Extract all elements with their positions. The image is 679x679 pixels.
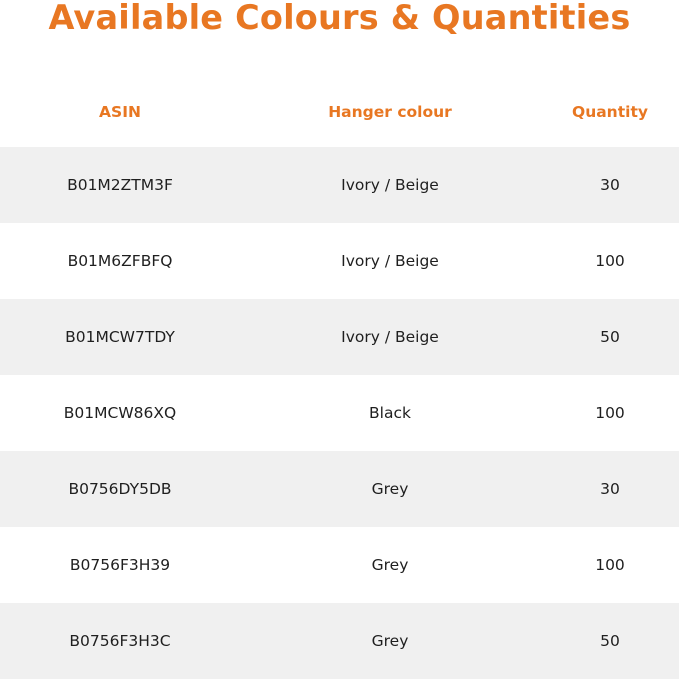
table-row [0,603,679,679]
hanger-colour-cell: Black [369,404,411,422]
column-header-asin: ASIN [99,103,141,121]
table-row [0,299,679,375]
quantity-cell: 100 [595,252,625,270]
hanger-colour-cell: Grey [371,556,409,574]
hanger-colour-cell: Grey [371,632,409,650]
hanger-colour-cell: Grey [371,480,409,498]
asin-cell: B0756DY5DB [68,480,172,498]
hanger-colour-cell: Ivory / Beige [341,252,439,270]
asin-cell: B0756F3H39 [69,556,171,574]
table-body [0,147,679,679]
table-row [0,223,679,299]
column-header-hanger-colour: Hanger colour [328,103,452,121]
asin-cell: B01M6ZFBFQ [67,252,173,270]
hanger-colour-cell: Ivory / Beige [341,328,439,346]
asin-cell: B01MCW86XQ [63,404,177,422]
table-row [0,147,679,223]
quantity-cell: 30 [600,176,620,194]
hanger-colour-cell: Ivory / Beige [341,176,439,194]
page-title: Available Colours & Quantities [48,0,631,37]
quantity-cell: 50 [600,328,620,346]
table-row [0,451,679,527]
table-header [0,92,679,132]
quantity-cell: 50 [600,632,620,650]
column-header-quantity: Quantity [572,103,648,121]
quantity-cell: 100 [595,556,625,574]
table-row [0,527,679,603]
asin-cell: B01M2ZTM3F [67,176,173,194]
asin-cell: B0756F3H3C [69,632,171,650]
quantity-cell: 30 [600,480,620,498]
quantity-cell: 100 [595,404,625,422]
asin-cell: B01MCW7TDY [65,328,175,346]
table-row [0,375,679,451]
